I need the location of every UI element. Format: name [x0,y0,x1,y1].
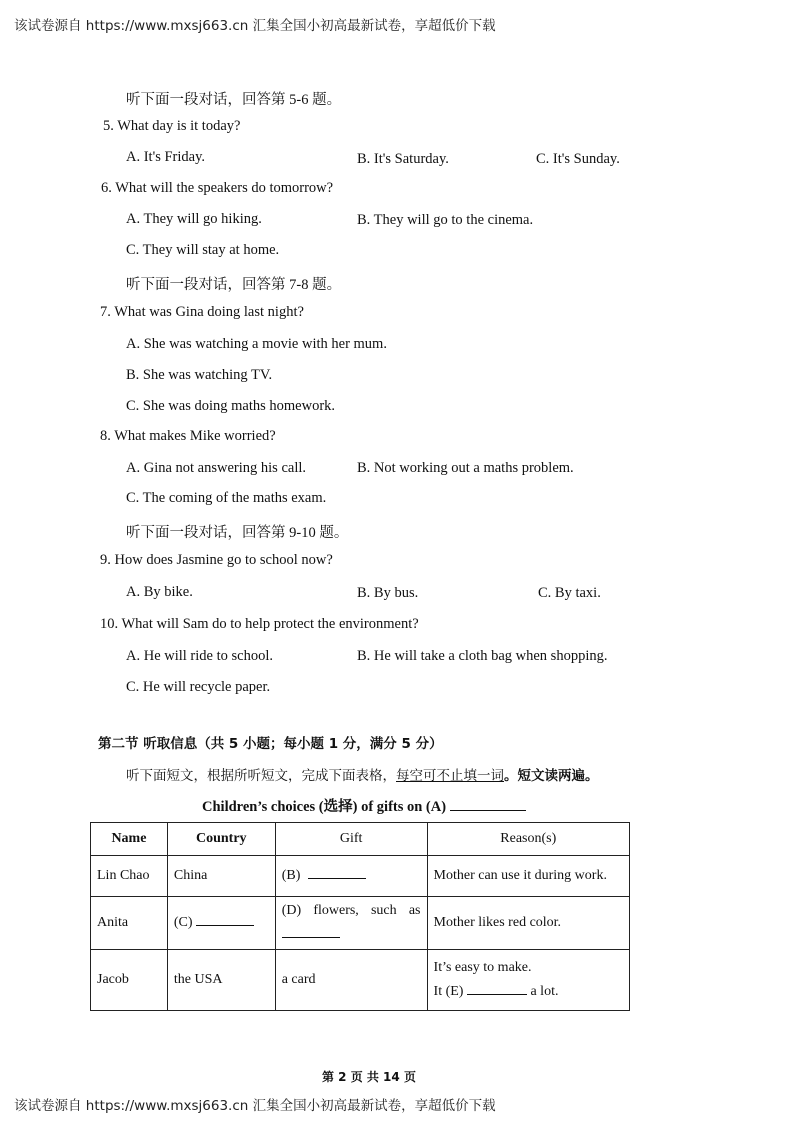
banner-source-label: 该试卷源自 [14,1098,82,1114]
table-row [91,897,630,950]
question-5-option-a: A. It's Friday. [126,149,205,165]
cell-gift [275,856,427,897]
dialogue-intro-9-10: 听下面一段对话，回答第 9-10 题。 [126,525,349,541]
table-title-text: Children’s choices (选择) of gifts on (A) [202,799,447,815]
instruction-tail: 。短文读两遍。 [504,768,599,784]
question-10-option-b: B. He will take a cloth bag when shopping. [357,648,608,664]
reason-suffix: a lot. [530,984,559,999]
question-7-stem: 7. What was Gina doing last night? [100,304,304,320]
question-6-option-b: B. They will go to the cinema. [357,212,534,228]
question-9-option-b: B. By bus. [357,585,419,601]
header-name: Name [91,823,168,856]
question-8-option-a: A. Gina not answering his call. [126,460,307,476]
blank-c[interactable] [196,924,254,926]
table-header-row [91,823,630,856]
cell-country [167,897,275,950]
reason-prefix: It (E) [433,984,464,999]
question-9-stem: 9. How does Jasmine go to school now? [100,552,333,568]
section-2-instruction [126,764,599,784]
banner-url[interactable]: https://www.mxsj663.cn [85,1098,249,1114]
cell-reason [427,950,629,1011]
source-banner-bottom [14,1094,496,1114]
question-10-option-c: C. He will recycle paper. [126,679,271,695]
header-gift: Gift [275,823,427,856]
reason-line-1: It’s easy to make. [433,960,532,975]
gift-word: such [370,903,397,918]
cell-gift [275,897,427,950]
dialogue-intro-5-6: 听下面一段对话，回答第 5-6 题。 [126,92,342,108]
question-8-option-b: B. Not working out a maths problem. [357,460,574,476]
cell-name: Anita [91,897,168,950]
blank-b[interactable] [308,877,366,879]
page-number: 第 2 页 共 14 页 [322,1070,416,1084]
gift-word: (D) [281,903,302,918]
question-6-stem: 6. What will the speakers do tomorrow? [101,180,334,196]
banner-slogan: 汇集全国小初高最新试卷，享超低价下载 [252,1098,496,1114]
question-8-stem: 8. What makes Mike worried? [100,428,276,444]
dialogue-intro-7-8: 听下面一段对话，回答第 7-8 题。 [126,277,342,293]
question-9-option-a: A. By bike. [126,584,193,600]
question-6-option-a: A. They will go hiking. [126,211,262,227]
table-row [91,856,630,897]
question-5-option-c: C. It's Sunday. [536,151,620,167]
question-10-option-a: A. He will ride to school. [126,648,273,664]
question-8-option-c: C. The coming of the maths exam. [126,490,327,506]
question-5-option-b: B. It's Saturday. [357,151,449,167]
blank-d[interactable] [282,936,340,938]
blank-a[interactable] [450,809,526,811]
question-7-option-c: C. She was doing maths homework. [126,398,336,414]
cell-name: Jacob [91,950,168,1011]
banner-url[interactable]: https://www.mxsj663.cn [85,18,249,34]
table-row [91,950,630,1011]
blank-e[interactable] [467,993,527,995]
cell-country: the USA [167,950,275,1011]
cell-name: Lin Chao [91,856,168,897]
gift-label: (B) [281,868,301,883]
gift-word: as [408,903,421,918]
section-2-heading: 第二节 听取信息（共 5 小题；每小题 1 分，满分 5 分） [98,736,443,752]
cell-reason: Mother can use it during work. [427,856,629,897]
question-10-stem: 10. What will Sam do to help protect the environment? [100,616,419,632]
question-9-option-c: C. By taxi. [538,585,601,601]
banner-slogan: 汇集全国小初高最新试卷，享超低价下载 [252,18,496,34]
cell-reason: Mother likes red color. [427,897,629,950]
instruction-underlined: 每空可不止填一词 [396,768,504,784]
question-7-option-b: B. She was watching TV. [126,367,273,383]
reason-line-2 [434,984,623,1000]
question-7-option-a: A. She was watching a movie with her mum. [126,336,387,352]
gift-word: flowers, [313,903,359,918]
banner-source-label: 该试卷源自 [14,18,82,34]
gift-first-line [282,903,421,919]
header-reasons: Reason(s) [427,823,629,856]
header-country: Country [167,823,275,856]
gift-second-line [282,927,421,943]
country-label: (C) [173,915,193,930]
cell-country: China [167,856,275,897]
question-6-option-c: C. They will stay at home. [126,242,280,258]
gifts-table [90,822,630,1011]
source-banner-top [14,14,496,34]
cell-gift: a card [275,950,427,1011]
table-title [202,795,526,816]
instruction-lead: 听下面短文，根据所听短文，完成下面表格， [126,768,396,784]
question-5-stem: 5. What day is it today? [103,118,241,134]
